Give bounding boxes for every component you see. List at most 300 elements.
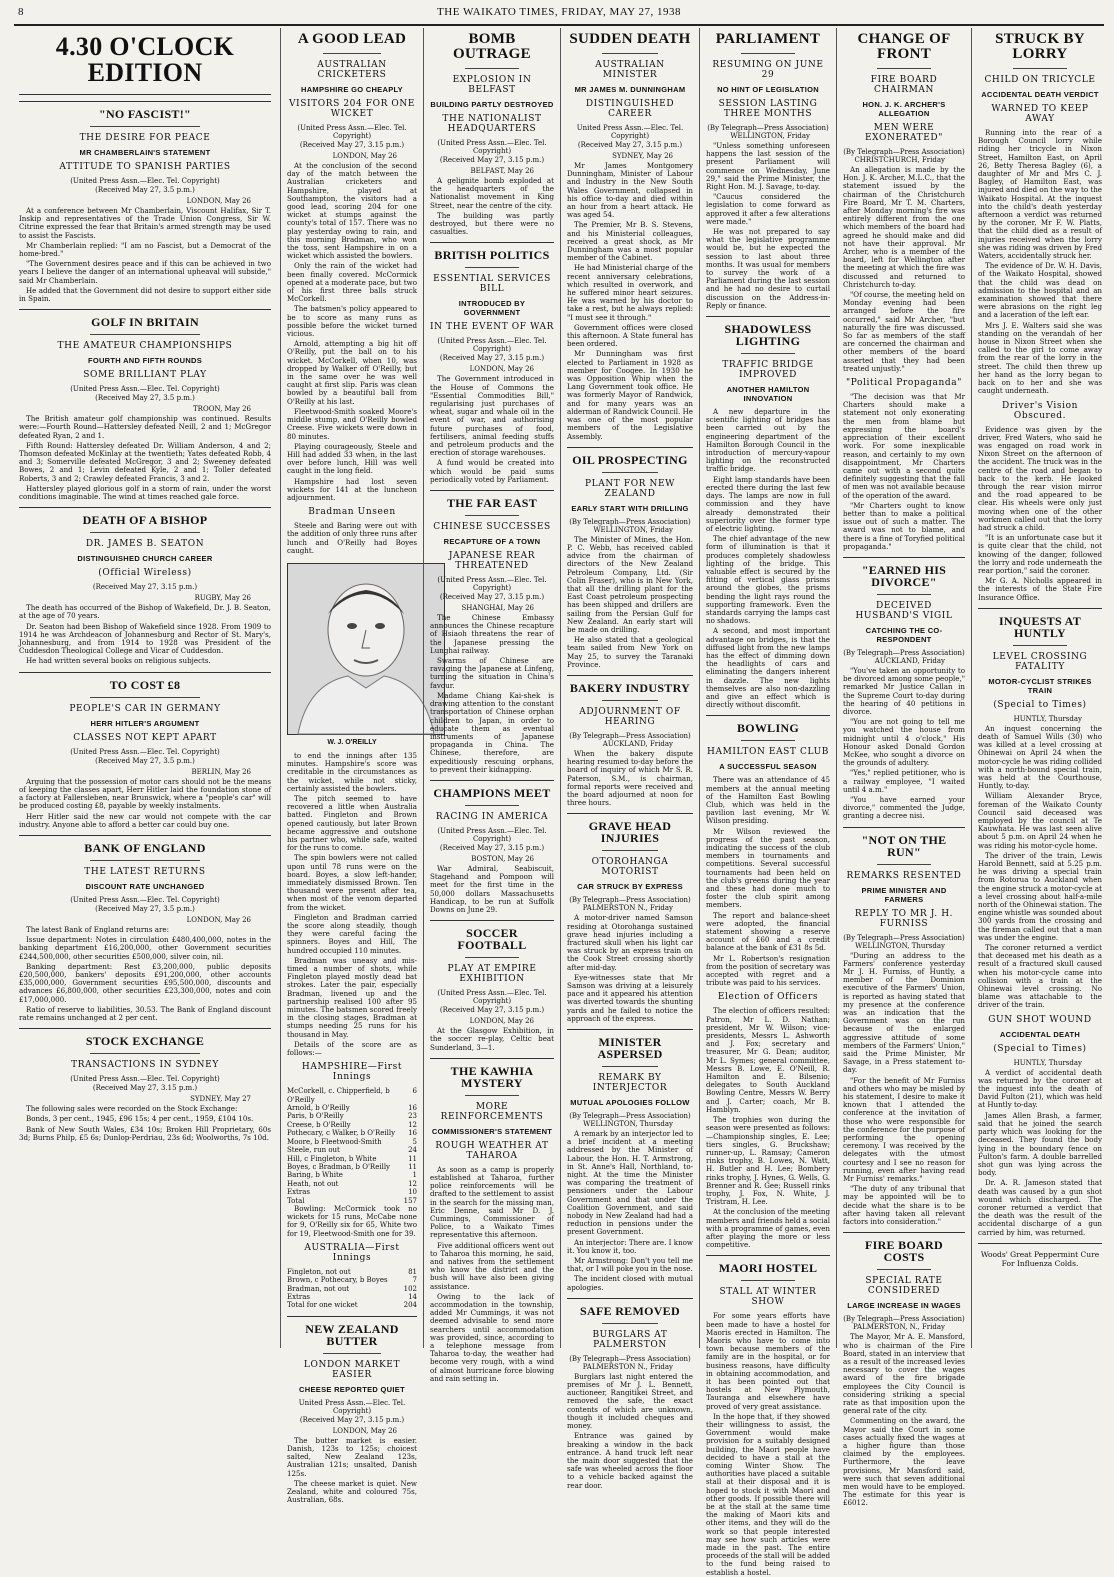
- headline: "EARNED HIS DIVORCE": [861, 562, 947, 589]
- city-dateline: AUCKLAND, Friday: [602, 739, 673, 748]
- body-paragraph: War Admiral, Seabiscuit, Stagehand and Pompoon will meet for the first time in the 50,000 dollars Massachusetts Handicap, to be run at Suffolk Downs on June 29.: [430, 863, 554, 914]
- subheading: MR JAMES M. DUNNINGHAM: [574, 85, 686, 94]
- body-paragraph: Bank of New South Wales, £34 10s; Broken Hill Proprietary, 60s 3d; Burns Philp, £5 6s; Dunlop-Perdriau, 23s 6d; Woolworths, 7s 10d.: [19, 1124, 271, 1142]
- column-4: [562, 28, 698, 1490]
- wire-credit: (United Press Assn.—Elec. Tel. Copyright): [437, 826, 547, 843]
- headline-rule: [741, 1280, 796, 1281]
- dateline: (Received May 27, 3.15 p.m.): [92, 1084, 198, 1093]
- body-paragraph: Bradman was uneasy and mis-timed a number of shots, while Fingleton played mostly dead bat strokes. Later the pair, especially Bradman, livened up and the partnership realised 100 after 95 minutes. The batsmen scored freely in the closing stages, Bradman at stumps needing 25 runs for his thousand in May.: [287, 955, 417, 1039]
- subheading: ACCIDENTAL DEATH: [999, 1029, 1081, 1039]
- body-paragraph: Fifth Round: Hattersley defeated Dr. William Anderson, 4 and 2; Thomson defeated McKinlay at the twentieth; Yates defeated Robb, 4 and 3; Somerville defeated McGregor, 3 and 2; Sweeney defeated Bowes, 2 and 1; Levin defeated Kyle, 2 and 1; Toller defeated Roberts, 3 and 2; Crawley defeated Francis, 3 and 2.: [19, 440, 271, 483]
- wire-credit: (By Telegraph—Press Association): [843, 648, 965, 657]
- body-paragraph: Mr G. A. Nicholls appeared in the interests of the State Fire Insurance Office.: [978, 576, 1102, 602]
- page-number: 8: [18, 6, 24, 18]
- city-dateline: BELFAST, May 26: [470, 167, 534, 175]
- dateline: (Received May 27, 3.15 p.m.): [439, 843, 545, 852]
- city-dateline: SYDNEY, May 27: [190, 1095, 251, 1104]
- body-paragraph: He added that the Government did not desire to support either side in Spain.: [19, 285, 271, 304]
- story-divider: [567, 675, 693, 676]
- city-dateline: HUNTLY, Thursday: [1013, 714, 1082, 723]
- body-paragraph: Commenting on the award, the Mayor said the Court in some cases actually fixed the wages at a higher figure than those claimed by the employees. Furthermore, the leave provisions, Mr Mansford said, were such that seven additional men would have to be employed. The estimate for this year is £6012.: [843, 1416, 965, 1508]
- batsman: Pothecary, c Walker, b O'Reilly: [287, 1129, 396, 1138]
- story-divider: [430, 920, 554, 921]
- body-paragraph: For some years efforts have been made to have a hostel for Maoris erected in Hamilton. The Maoris who have to come into town because members of the family are in the hospital, or for business reasons, have difficulty in obtaining accommodation, and it has been pointed out that hostels at New Plymouth, Tauranga and elsewhere have proved of very great assistance.: [706, 1311, 830, 1411]
- subheading: MOTOR-CYCLIST STRIKES TRAIN: [988, 676, 1092, 695]
- body-paragraph: An interjector: There are. I know it. You know it, too.: [567, 1237, 693, 1255]
- subheading: RESUMING ON JUNE 29: [712, 60, 824, 80]
- body-paragraph: Dr. A. R. Jameson stated that death was caused by a gun shot wound which discharged. The coroner returned a verdict that the death was the result of the accidental discharge of a gun carried by him, was returned.: [978, 1178, 1102, 1237]
- city-dateline: WELLINGTON, Thursday: [855, 941, 945, 950]
- subheading: FIRE BOARD CHAIRMAN: [870, 75, 938, 95]
- headline-rule: [90, 697, 201, 698]
- body-paragraph: "The decision was that Mr Charters should make a statement not only exonerating the men from blame but expressing the board's appreciation of their excellent work. For some inexplicable reason, and certainly to my own disappointment, Mr Charters came out with a second quite definitely suggesting that the fall of men was not available because of the operation of the award.: [843, 392, 965, 500]
- runs: 14: [408, 1292, 417, 1301]
- body-paragraph: The latest Bank of England returns are:: [26, 924, 169, 934]
- subheading: MORE REINFORCEMENTS: [440, 1101, 544, 1122]
- body-paragraph: The cheese market is quiet. New Zealand, white and coloured 75s, Australian, 68s.: [287, 1478, 417, 1505]
- score-row: [287, 1138, 417, 1146]
- body-paragraph: James Allen Brash, a farmer, said that he joined the search party which was looking for the deceased. They found the body lying in the boundary fence on Fulton's farm. A double barrelled shot gun was lying across the body.: [978, 1110, 1102, 1178]
- headline: GOLF IN BRITAIN: [91, 315, 199, 330]
- body-paragraph: The spin bowlers were not called upon until 78 runs were on the board. Boyes, a slow left-hander, immediately dismissed Brown. Ten thousand were present after tea, when most of the venom departed from the wicket.: [287, 853, 417, 912]
- subheading: CHILD ON TRICYCLE: [984, 75, 1096, 85]
- score-row: [287, 1180, 417, 1188]
- body-paragraph: As soon as a camp is properly established at Taharoa, further police reinforcements will be drafted to the settlement to assist in the search for the missing man, Eric Denne, said Mr D. J. Cummings, Commissioner of Police, to a Waikato Times representative this afternoon.: [430, 1164, 554, 1240]
- headline: NEW ZEALAND BUTTER: [305, 1321, 399, 1348]
- column-divider: [699, 28, 700, 1348]
- body-paragraph: The incident closed with mutual apologies.: [567, 1274, 693, 1292]
- body-paragraph: An inquest concerning the death of Samuel Wills (30) who was killed at a level crossing at Ohinewai on April 24 when the motor-cycle he was riding collided with a north-bound special train, was held at the Courthouse, Huntly, to-day.: [978, 723, 1102, 791]
- score-row: [287, 1155, 417, 1163]
- batsman: Heath, not out: [287, 1179, 339, 1188]
- headline: BAKERY INDUSTRY: [569, 680, 691, 695]
- city-dateline: PALMERSTON, N., Friday: [852, 1323, 945, 1332]
- subheading: REPLY TO MR J. H. FURNISS: [854, 908, 954, 929]
- body-paragraph: Playing courageously, Steele and Hill had added 33 when, in the last over before lunch, Hill was well caught in the long field.: [287, 441, 417, 476]
- runs: 11: [408, 1162, 417, 1171]
- wire-credit: United Press Assn.—Elec. Tel. Copyright): [576, 124, 684, 140]
- headline: MAORI HOSTEL: [718, 1261, 818, 1276]
- subheading: ACCIDENTAL DEATH VERDICT: [981, 90, 1099, 99]
- body-paragraph: Herr Hitler said the new car would not compete with the car industry. Anyone able to afford a better car could buy one.: [19, 811, 271, 829]
- body-paragraph: "The Government desires peace and if this can be achieved in two years I believe the danger of an international upheaval will subside," said Mr Chamberlain.: [19, 259, 271, 285]
- city-dateline: LONDON, May 26: [332, 152, 397, 160]
- runs: 16: [408, 1104, 417, 1113]
- headline: BOWLING: [736, 721, 800, 736]
- scoreboard: [287, 1268, 417, 1310]
- dateline: (Received May 27, 3.5 p.m.): [95, 394, 195, 403]
- subheading: RECAPTURE OF A TOWN: [443, 537, 541, 547]
- body-paragraph: Only the rain of the wicket had been finally covered. McCormick opened at a moderate pace, but two of his first three balls struck McCorkell.: [287, 261, 417, 304]
- score-row: [287, 1293, 417, 1301]
- subheading: JAPANESE REAR THREATENED: [448, 551, 536, 572]
- column-5: [701, 28, 835, 1577]
- dateline: (Received May 27, 3.5 p.m.): [95, 904, 195, 913]
- subheading: MR CHAMBERLAIN'S STATEMENT: [79, 148, 211, 157]
- body-paragraph: A gelignite bomb exploded at the headquarters of the Nationalist movement in King Street, near the centre of the city.: [430, 176, 554, 210]
- advertisement: Woods' Great Peppermint Cure For Influenza Colds.: [980, 1249, 1100, 1268]
- headline: MINISTER ASPERSED: [597, 1035, 663, 1062]
- headline: "NO FASCIST!": [98, 107, 191, 121]
- body-paragraph: The coroner returned a verdict that deceased met his death as a result of a fractured skull caused when his motor-cycle came into collision with a train at the Ohinewai level crossing. No blame was attachable to the driver of the train.: [978, 943, 1102, 1010]
- body-paragraph: Mrs J. E. Walters said she was standing on the verandah of her house in Nixon Street when she called to the girl to come away from the rear of the lorry in the street. The child then threw up her hand as the lorry began to back on to her and she was caught underneath.: [978, 320, 1102, 396]
- body-paragraph: Hattersley played glorious golf in a storm of rain, under the worst conditions imaginable. The wind at times reached gale force.: [19, 483, 271, 502]
- headline: PARLIAMENT: [715, 31, 821, 47]
- body-paragraph: Mr L. Robertson's resignation from the position of secretary was accepted with regret and a tribute was paid to his services.: [706, 953, 830, 988]
- body-paragraph: When the bakery dispute hearing resumed to-day before the board of inquiry of which Mr S. R. Paterson, S.M., is chairman, formal reports were received and the board adjourned at noon for three hours.: [567, 748, 693, 808]
- body-paragraph: "Of course, the meeting held on Monday evening had been arranged before the fire occurred," said Mr Archer, "but naturally the fire was discussed. So far as members of the staff are concerned the chairman and other members of the board asserted that they had been treated unjustly.": [843, 290, 965, 373]
- body-paragraph: Running into the rear of a Borough Council lorry while riding her tricycle in Nixon Street, Hamilton East, on April 26, Betty Theresa Bagley (6), a daughter of Mr and Mrs C. J. Bagley, of Hamilton East, was injured and died on the way to the Waikato Hospital. At the inquest into the child's death yesterday afternoon a verdict was returned by the coroner, Mr F. W. Platts, that the child died as a result of injuries received when the lorry she was riding was driven by Fred Waters, accidentally struck her.: [978, 128, 1102, 261]
- headline-rule: [465, 267, 520, 268]
- body-paragraph: The Chinese Embassy announces the Chinese recapture of Hsiaoh threatens the rear of the Japanese pressing the Lunghai railway.: [430, 613, 554, 655]
- subheading: (Special to Times): [993, 1043, 1087, 1054]
- batsman: McCorkell, c. Chipperfield, b O'Reilly: [287, 1087, 390, 1104]
- score-row: [287, 1129, 417, 1137]
- subheading: ANOTHER HAMILTON INNOVATION: [726, 385, 810, 404]
- subheading: BUILDING PARTLY DESTROYED: [430, 100, 554, 109]
- portrait-photo: [287, 563, 445, 735]
- headline-rule: [465, 805, 520, 806]
- body-paragraph: Hampshire had lost seven wickets for 141 at the luncheon adjournment.: [287, 476, 417, 502]
- headline-rule: [877, 594, 931, 595]
- story-divider: [843, 827, 965, 828]
- subheading: MEN WERE EXONERATED": [865, 123, 943, 143]
- score-row: [287, 1146, 417, 1154]
- story-divider: [567, 813, 693, 814]
- city-dateline: BERLIN, May 26: [191, 767, 251, 776]
- city-dateline: HUNTLY, Thursday: [1013, 1058, 1082, 1067]
- city-dateline: LONDON, May 26: [469, 365, 534, 374]
- dateline: (Received May 27, 3.5 p.m.): [95, 186, 195, 194]
- body-paragraph: The driver of the train, Lewis Harold Bennett, said at 5.25 p.m. he was driving a special train from Rotorua to Auckland when the engine struck a motor-cycle at a level crossing about half-a-mile north of the Ohinewai station. The engine whistle was sounded about 300 yards from the crossing and the fireman called out that a man was under the engine.: [978, 850, 1102, 942]
- subheading: COMMISSIONER'S STATEMENT: [431, 1126, 553, 1136]
- body-paragraph: The Government introduced in the House of Commons the "Essential Commodities Bill," regularising just purchases of wheat, sugar and whale oil in the event of war, and authorising future purchases of food, fertilisers, animal feeding stuffs and petroleum products and the erection of storage warehouses.: [430, 374, 554, 458]
- masthead-title: THE WAIKATO TIMES, FRIDAY, MAY 27, 1938: [437, 6, 681, 18]
- column-divider: [423, 28, 424, 1348]
- headline-rule: [602, 700, 657, 701]
- body-paragraph: "During an address to the Farmers' conference yesterday Mr J. H. Furniss, of Huntly, a member of the Dominion executive of the Farmers' Union, is reported as having stated that my presence at the conference was an indication that the Government was on the run because of the enlarged aggressive attitude of some members of the Farmers' Union," said the Prime Minister, Mr Savage, in a Press statement to-day.: [843, 950, 965, 1075]
- score-row: [287, 1276, 417, 1284]
- headline-rule: [465, 515, 520, 516]
- body-paragraph: The evidence of Dr. W. H. Davis, of the Waikato Hospital, showed that the child was dead on admission to the hospital and an examination showed that there were abrasions on the right leg and a laceration of the left ear.: [978, 261, 1102, 320]
- headline-rule: [602, 1066, 657, 1067]
- runs: 204: [403, 1301, 417, 1310]
- headline: CHAMPIONS MEET: [433, 785, 551, 800]
- headline-rule: [465, 68, 520, 69]
- subheading: PLAY AT EMPIRE EXHIBITION: [447, 964, 537, 985]
- headline-rule: [465, 957, 520, 958]
- headline: OIL PROSPECTING: [572, 452, 688, 467]
- headline-rule: [1013, 68, 1068, 69]
- subheading: CATCHING THE CO-RESPONDENT: [865, 625, 943, 644]
- subheading: BURGLARS AT PALMERSTON: [592, 1329, 668, 1350]
- body-paragraph: Mr James Montgomery Dunningham, Minister of Labour and Industry in the New South Wales Government, collapsed in his office to-day and died within an hour from a heart attack. He was aged 54.: [567, 161, 693, 220]
- wire-credit: (United Press Assn.—Elec. Tel. Copyright): [297, 124, 407, 140]
- story-divider: [19, 309, 271, 310]
- runs: 16: [408, 1129, 417, 1138]
- body-paragraph: Arnold, attempting a big hit off O'Reilly, put the ball on to his wicket. McCorkell, when 10, was dropped by Walker off O'Reilly, but in the same over he was well caught at first slip. Paris was clean bowled by a beautiful ball from O'Reilly at his last.: [287, 339, 417, 406]
- story-divider: [567, 1298, 693, 1299]
- subheading: THE LATEST RETURNS: [84, 866, 206, 877]
- batsman: Hill, c Fingleton, b White: [287, 1154, 377, 1163]
- batsman: Paris, b O'Reilly: [287, 1112, 344, 1121]
- body-paragraph: At the conclusion of the second day of the match between the Australian cricketers and Hampshire, played at Southampton, the visitors had a good lead, scoring 204 for one wicket at stumps against the county's total of 157. There was no play yesterday owing to rain, and this morning Bradman, who won the toss, sent Hampshire in on a wicket which assisted the bowlers.: [287, 161, 417, 261]
- subheading: OTOROHANGA MOTORIST: [591, 857, 669, 878]
- body-paragraph: The following sales were recorded on the Stock Exchange:: [26, 1104, 238, 1114]
- subheading: NO HINT OF LEGISLATION: [717, 85, 819, 94]
- body-paragraph: The building was partly destroyed, but there were no casualties.: [430, 210, 554, 237]
- subheading: THE DESIRE FOR PEACE: [79, 133, 211, 143]
- body-paragraph: Bonds, 3 per cent., 1945, £96 15s; 4 per cent., 1959, £104 10s.: [26, 1114, 254, 1124]
- headline: FIRE BOARD COSTS: [864, 1238, 943, 1265]
- body-paragraph: He was not prepared to say what the legislative programme would be, but he expected the session to last about three months. It was usual for members to survey the work of a Parliament during the last session and he had no desire to curtail discussion on the Address-in-Reply or finance.: [706, 227, 830, 310]
- masthead: [14, 4, 1104, 20]
- column-divider: [836, 28, 837, 1348]
- subheading: LONDON MARKET EASIER: [303, 1359, 401, 1380]
- city-dateline: WELLINGTON, Friday: [730, 132, 810, 140]
- body-paragraph: A new departure in the scientific lighting of bridges has been carried out by the engineering department of the Hamilton Borough Council in the introduction of mercury-vapour lighting on the reconstructed traffic bridge.: [706, 407, 830, 474]
- subheading: Election of Officers: [717, 992, 819, 1003]
- body-paragraph: Fingleton and Bradman carried the score along steadily, though they were careful facing the spinners. Boyes and Hill, The hundred occupied 110 minutes.: [287, 912, 417, 955]
- body-paragraph: The butter market is easier. Danish, 123s to 125s; choicest salted, New Zealand 123s, Australian 121s; unsalted, Danish 125s.: [287, 1435, 417, 1478]
- headline: BRITISH POLITICS: [434, 248, 550, 263]
- subheading: PLANT FOR NEW ZEALAND: [584, 478, 676, 499]
- city-dateline: LONDON, May 26: [186, 915, 251, 924]
- subheading: ROUGH WEATHER AT TAHAROA: [435, 1140, 549, 1161]
- headline-rule: [465, 1095, 520, 1096]
- wire-credit: (United Press Assn.—Elec. Tel. Copyright): [70, 747, 220, 756]
- headline: CHANGE OF FRONT: [857, 31, 951, 62]
- headline: TO COST £8: [109, 677, 181, 692]
- runs: 5: [412, 1137, 417, 1146]
- body-paragraph: Details of the score are as follows:—: [287, 1039, 417, 1058]
- banner-rule: [19, 94, 271, 95]
- batsman: Bradman, not out: [287, 1284, 350, 1293]
- body-paragraph: The British amateur golf championship was continued. Results were:—Fourth Round—Hattersley defeated Neill, 2 and 1; McGregor defeated Ryan, 2 and 1.: [19, 414, 271, 440]
- subheading: SOME BRILLIANT PLAY: [83, 370, 207, 381]
- body-paragraph: A second, and most important advantage on bridges, is that the diffused light from the new lamps has the effect of dimming down the headlights of cars and eliminating the dangers inherent in dazzle. The new lights themselves are also non-dazzling and give an effect which is directly without discomfit.: [706, 626, 830, 710]
- headline-rule: [90, 334, 201, 335]
- subheading: TRAFFIC BRIDGE IMPROVED: [722, 360, 814, 381]
- body-paragraph: Burglars last night entered the premises of Mr J. L. Bennett, auctioneer, Rangitikei Street, and removed the safe, the exact contents of which are unknown, though it included cheques and money.: [567, 1371, 693, 1431]
- subheading: REMARKS RESENTED: [846, 870, 962, 881]
- dateline: (Received May 27, 3.15 p.m.): [299, 1415, 405, 1424]
- batsman: Extras: [287, 1292, 310, 1301]
- headline-rule: [741, 740, 796, 741]
- body-paragraph: The Minister of Mines, the Hon. P. C. Webb, has received cabled advice from the chairman of directors of the New Zealand Petroleum Company, Ltd. (Sir Colin Fraser), who is in New York, that all the drilling plant for the East Coast petroleum prospecting has been shipped and drillers are sailing from the Persian Gulf for New Zealand. An early start will be made on drilling.: [567, 534, 693, 634]
- subheading: CLASSES NOT KEPT APART: [73, 732, 217, 743]
- wire-credit: (United Press Assn.—Elec. Tel. Copyright): [70, 385, 220, 394]
- subheading: DISTINGUISHED CAREER: [585, 99, 675, 119]
- body-paragraph: "For the benefit of Mr Furniss and others who may be misled by his statement, I desire to make it known that I attended the conference at the invitation of those who were responsible for the conference for the purpose of performing the opening ceremony. I was received by the delegates with the utmost courtesy and I see no reason for running, even after having read Mr Furniss' remarks.": [843, 1075, 965, 1184]
- batsman: Steele, run out: [287, 1146, 340, 1155]
- dateline: (Received May 27, 3.15 p.m.): [299, 141, 405, 149]
- batsman: Total for one wicket: [287, 1301, 358, 1310]
- subheading: Bradman Unseen: [308, 507, 396, 518]
- story-divider: [706, 715, 830, 716]
- headline: DEATH OF A BISHOP: [82, 513, 208, 528]
- score-row: [287, 1112, 417, 1120]
- body-paragraph: Mr Wilson reviewed the progress of the past season, indicating the success of the club members in tournaments and competitions. Several successful tournaments had been held on the club's greens during the year and these had done much to foster the club spirit among members.: [706, 826, 830, 910]
- edition-banner: 4.30 O'CLOCK EDITION: [55, 32, 235, 87]
- dateline: (Received May 27, 3.15 p.m.): [439, 593, 545, 602]
- body-paragraph: At a conference between Mr Chamberlain, Viscount Halifax, Sir T. Inskip and representatives of the Trade Union Congress, Sir W. Citrine expressed the fear that Britain's armed strength may be used to assist the Fascists.: [19, 206, 271, 240]
- headline-rule: [741, 353, 796, 354]
- subheading: INTRODUCED BY GOVERNMENT: [458, 299, 526, 318]
- runs: 12: [408, 1120, 417, 1129]
- wire-credit: (United Press Assn.—Elec. Tel. Copyright): [70, 1075, 220, 1084]
- subheading: REMARK BY INTERJECTOR: [592, 1073, 668, 1094]
- subheading: WARNED TO KEEP AWAY: [991, 104, 1089, 124]
- dateline: (Received May 27, 3.5 p.m.): [95, 756, 195, 765]
- subheading: HAMPSHIRE GO CHEAPLY: [301, 85, 403, 94]
- story-divider: [843, 557, 965, 558]
- body-paragraph: The batsmen's policy appeared to be to score as many runs as possible before the wicket turned vicious.: [287, 304, 417, 339]
- wire-credit: (By Telegraph—Press Association): [843, 148, 965, 156]
- subheading: AUSTRALIAN CRICKETERS: [317, 60, 387, 80]
- runs: 7: [412, 1276, 417, 1285]
- subheading: GUN SHOT WOUND: [988, 1014, 1092, 1025]
- subheading: DECEIVED HUSBAND'S VIGIL: [855, 600, 953, 621]
- wire-credit: (By Telegraph—Press Association): [569, 731, 691, 740]
- story-divider: [567, 447, 693, 448]
- headline-rule: [877, 68, 931, 69]
- city-dateline: LONDON, May 26: [469, 1017, 534, 1026]
- batsman: Fingleton, not out: [287, 1267, 351, 1276]
- batsman: Arnold, b O'Reilly: [287, 1104, 350, 1113]
- column-1: [14, 28, 276, 1350]
- story-divider: [19, 101, 271, 102]
- body-paragraph: "It is an unfortunate case but it is quite clear that the child, not knowing of the danger, followed the lorry and rode underneath the rear portion," said the coroner.: [978, 533, 1102, 575]
- body-paragraph: A verdict of accidental death was returned by the coroner at the inquest into the death of David Fulton (21), which was held at Huntly to-day.: [978, 1067, 1102, 1110]
- body-paragraph: The Mayor, Mr A. E. Mansford, who is chairman of the Fire Board, stated in an interview that as a result of the increased levies necessary to cover the wages award of the fire brigade employees the City Council is considering striking a special rate as that imposition upon the general rate of the city.: [843, 1332, 965, 1416]
- headline-rule: [877, 864, 931, 865]
- score-row: [287, 1188, 417, 1196]
- subheading: HON. J. K. ARCHER'S ALLEGATION: [862, 100, 946, 118]
- body-paragraph: William Alexander Bryce, foreman of the Waikato County Council said deceased was employed by the council at Te Kauwhata. He was last seen alive about 5 p.m. on April 24 when he was riding his motor-cycle home.: [978, 791, 1102, 850]
- story-divider: [843, 1232, 965, 1233]
- score-row: [287, 1268, 417, 1276]
- headline: THE KAWHIA MYSTERY: [450, 1063, 534, 1090]
- wire-credit: (United Press Assn.—Elec. Tel. Copyright): [437, 139, 547, 155]
- city-dateline: SYDNEY, May 26: [612, 152, 673, 160]
- subheading: EXPLOSION IN BELFAST: [452, 75, 532, 95]
- body-paragraph: "You have earned your divorce," commented the Judge, granting a decree nisi.: [843, 794, 965, 821]
- body-paragraph: The pitch seemed to have recovered a little when Australia batted. Fingleton and Brown opened cautiously, but later Brown became aggressive and outshone his partner who, while safe, waited for the runs to come.: [287, 793, 417, 853]
- headline: BOMB OUTRAGE: [453, 31, 531, 62]
- story-divider: [19, 507, 271, 508]
- column-3: [425, 28, 559, 1383]
- subheading: CAR STRUCK BY EXPRESS: [577, 882, 683, 892]
- body-paragraph: The election of officers resulted: Patron, Mr L. D. Nathan; president, Mr W. Wilson; vice-presidents, Messrs L. Ashworth and J. Fox; secretary and treasurer, Mr G. Dean; auditor, Mr L. Symes; general committee, Messrs B. Lowe, E. O'Neill, R. Hamilton and E. Bilsenio; delegates to South Auckland Bowling Centre, Messrs W. Berry and J. Carter; coach, Mr B. Hamblyn.: [706, 1006, 830, 1114]
- body-paragraph: "Mr Charters ought to know better than to make a political issue out of such a matter. The award was not to blame, and there is a fine of Toryfied political propaganda.": [843, 500, 965, 551]
- body-paragraph: He also stated that a geological team sailed from New York on May 25, to survey the Taranaki Province.: [567, 635, 693, 669]
- runs: 102: [403, 1284, 417, 1293]
- subheading: A SUCCESSFUL SEASON: [719, 762, 817, 772]
- story-divider: [430, 242, 554, 243]
- score-row: [287, 1301, 417, 1309]
- subheading: EARLY START WITH DRILLING: [571, 503, 689, 513]
- runs: 81: [408, 1267, 417, 1276]
- body-paragraph: Ratio of reserve to liabilities, 30.53. The Bank of England discount rate remains unchanged at 2 per cent.: [19, 1004, 271, 1022]
- city-dateline: WELLINGTON, Friday: [593, 525, 673, 534]
- subheading: PEOPLE'S CAR IN GERMANY: [69, 703, 221, 714]
- runs: 24: [408, 1146, 417, 1155]
- headline: STOCK EXCHANGE: [85, 1034, 205, 1049]
- story-divider: [19, 672, 271, 673]
- masthead-rule: [14, 24, 1104, 26]
- body-paragraph: A fund would be created into which would be paid sums periodically voted by Parliament.: [430, 458, 554, 484]
- subheading: HERR HITLER'S ARGUMENT: [90, 718, 200, 728]
- dateline: (Received May 27, 3.15 p.m.): [92, 583, 198, 592]
- subheading: MUTUAL APOLOGIES FOLLOW: [570, 1098, 690, 1108]
- dateline: (Received May 27, 3.15 p.m.): [439, 354, 545, 363]
- subheading: ADJOURNMENT OF HEARING: [579, 706, 681, 727]
- wire-credit: (By Telegraph—Press Association): [569, 517, 691, 526]
- body-paragraph: Swarms of Chinese are ravaging the Japanese at Linfeng, turning the situation in China's favour.: [430, 656, 554, 690]
- story-divider: [978, 608, 1102, 609]
- scoreboard-title: AUSTRALIA—First Innings: [304, 1242, 400, 1263]
- headline: SHADOWLESS LIGHTING: [724, 322, 812, 349]
- body-paragraph: Madame Chiang Kai-shek is drawing attention to the constant transportation of Chinese orphan children to Japan, in order to educate them as eventual instruments of Japanese propaganda in China. The Chinese, therefore, are expeditiously rescuing orphans, to prevent their kidnapping.: [430, 690, 554, 774]
- body-paragraph: Eye-witnesses state that Mr Samson was driving at a leisurely pace and it appeared his attention was diverted towards the shunting yards and he failed to notice the approach of the express.: [567, 972, 693, 1023]
- subheading: SPECIAL RATE CONSIDERED: [865, 1276, 943, 1297]
- city-dateline: CHRISTCHURCH, Friday: [854, 156, 945, 164]
- subheading: LARGE INCREASE IN WAGES: [847, 1301, 961, 1311]
- story-divider: [706, 1255, 830, 1256]
- subheading: THE NATIONALIST HEADQUARTERS: [442, 114, 542, 134]
- subheading: RACING IN AMERICA: [435, 811, 549, 822]
- scoreboard-title: HAMPSHIRE—First Innings: [301, 1062, 403, 1083]
- body-paragraph: "Unless something unforeseen happens the last session of the present Parliament will commence on Wednesday, June 29," said the Prime Minister, the Right Hon. M. J. Savage, to-day.: [706, 141, 830, 192]
- story-divider: [430, 1058, 554, 1059]
- subheading: "Political Propaganda": [846, 378, 962, 389]
- headline: "NOT ON THE RUN": [861, 832, 947, 859]
- scoreboard: [287, 1087, 417, 1205]
- body-paragraph: Entrance was gained by breaking a window in the back entrance. A hand truck left near the main door suggested that the safe was wheeled across the floor to a vehicle backed against the rear door.: [567, 1431, 693, 1490]
- dateline: (Received May 27, 3.15 p.m.): [577, 141, 683, 149]
- headline-rule: [90, 1053, 201, 1054]
- score-row: [287, 1104, 417, 1112]
- body-paragraph: A remark by an interjector led to a brief incident at a meeting addressed by the Minister of Labour, the Hon. H. T. Armstrong, in St. Anne's Hall, Northland, to-night. At the time the Minister was comparing the treatment of pensioners under the Labour Government and that under the Coalition Government, and said nobody in New Zealand had had a reduction in pensions under the present Government.: [567, 1129, 693, 1237]
- headline: A GOOD LEAD: [297, 31, 407, 47]
- batsman: Brown, c Pothecary, b Boyes: [287, 1276, 388, 1285]
- body-paragraph: Issue department: Notes in circulation £480,400,000, notes in the banking department £16,200,000, other Government securities £244,500,000, other securities £500,000, silver coin, nil.: [19, 935, 271, 961]
- dateline: (Received May 27, 3.15 p.m.): [439, 1006, 545, 1015]
- headline: INQUESTS AT HUNTLY: [998, 613, 1082, 640]
- body-paragraph: Mr Chamberlain replied: "I am no Fascist, but a Democrat of the home-bred.": [19, 240, 271, 259]
- headline-rule: [602, 53, 657, 54]
- headline-rule: [602, 850, 657, 851]
- subheading: PRIME MINISTER AND FARMERS: [861, 885, 947, 904]
- subheading: AUSTRALIAN MINISTER: [595, 60, 665, 80]
- headline-rule: [90, 126, 201, 127]
- headline-rule: [602, 1323, 657, 1324]
- headline-rule: [1013, 645, 1068, 646]
- subheading: ESSENTIAL SERVICES BILL: [433, 274, 551, 295]
- subheading: Driver's Vision Obscured.: [1002, 400, 1078, 421]
- score-row: [287, 1163, 417, 1171]
- batsman: Extras: [287, 1188, 310, 1197]
- body-paragraph: Banking department: Rest £3,200,000, public deposits £20,500,000, bankers' deposits £91,200,000, other accounts £35,000,000, Government securities £95,500,000, discounts and advances £6,800,000, other securities £23,300,000, notes and coin £17,000,000.: [19, 961, 271, 1004]
- bowling-summary: Bowling: McCormick took no wickets for 15 runs, McCabe none for 9, O'Reilly six for 65, White two for 19, Fleetwood-Smith one for 39.: [287, 1203, 417, 1238]
- headline: BANK OF ENGLAND: [84, 840, 206, 855]
- subheading: TRANSACTIONS IN SYDNEY: [71, 1060, 219, 1071]
- body-paragraph: Fleetwood-Smith soaked Moore's middle stump, and O'Reilly bowled Creese. Five wickets were down in 80 minutes.: [287, 406, 417, 441]
- body-paragraph: An allegation is made by the Hon. J. K. Archer, M.L.C., that the statement issued by the chairman of the Christchurch Fire Board, Mr T. M. Charters, after Monday morning's fire was entirely different from the one which members of the board had agreed he should make and did not have their approval. Mr Archer, who is a member of the board, left for Wellington after the meeting at which the fire was discussed and returned to Christchurch to-day.: [843, 165, 965, 289]
- body-paragraph: to end the innings after 135 minutes. Hampshire's score was creditable in the circumstances as the wicket, while not sticky, certainly assisted the bowlers.: [287, 750, 417, 793]
- body-paragraph: The death has occurred of the Bishop of Wakefield, Dr. J. B. Seaton, at the age of 70 years.: [19, 603, 271, 621]
